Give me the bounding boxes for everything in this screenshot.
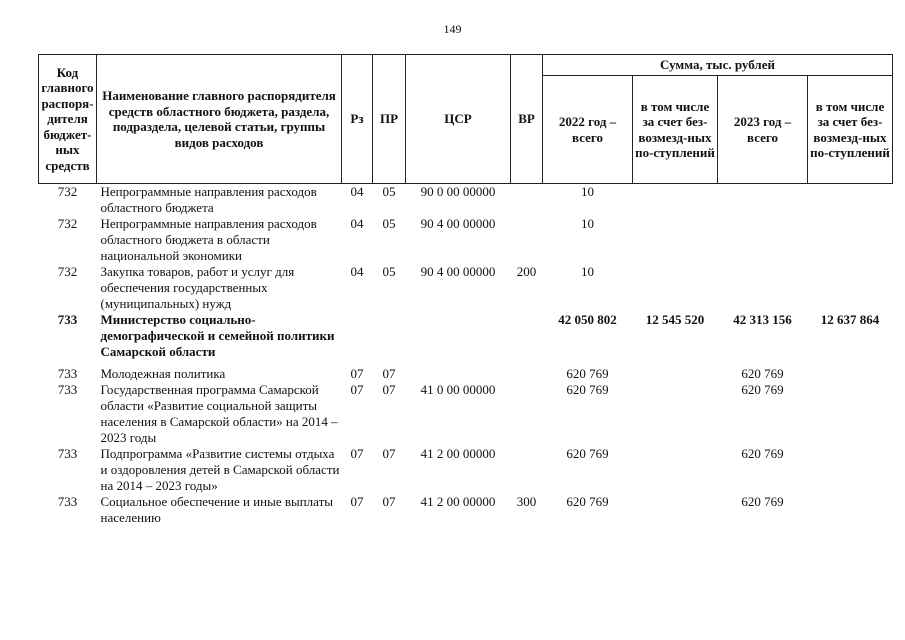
- sum-2023-cell: 42 313 156: [733, 312, 792, 327]
- rz-cell: 07: [350, 494, 364, 509]
- vr-cell: 200: [516, 264, 537, 279]
- table-row: [39, 184, 893, 217]
- name-cell: Подпрограмма «Развитие системы отдыха и оздоровления детей в Самарской области на 2014 – 2023 годы»: [100, 446, 340, 493]
- sum-2023-cell: 620 769: [741, 446, 784, 461]
- table-row: [39, 312, 893, 366]
- free-2022-cell: [633, 446, 718, 494]
- header-2023-free: в том числе за счет без-возмезд-ных по-ступлений: [808, 76, 893, 184]
- name-cell: Непрограммные направления расходов областного бюджета в области национальной экономики: [100, 216, 317, 263]
- free-2022-cell: [633, 264, 718, 312]
- pr-cell: [373, 312, 406, 366]
- csr-cell: [406, 312, 511, 366]
- sum-2022-cell: 620 769: [566, 366, 609, 381]
- free-2023-cell: [808, 264, 893, 312]
- free-2023-cell: [808, 366, 893, 382]
- pr-cell: 07: [382, 446, 396, 461]
- vr-cell: [511, 312, 543, 366]
- rz-cell: [342, 312, 373, 366]
- sum-2022-cell: 10: [581, 184, 594, 199]
- free-2022-cell: [633, 184, 718, 217]
- sum-2022-cell: 620 769: [566, 494, 609, 509]
- table-row: [39, 382, 893, 446]
- vr-cell: [511, 216, 543, 264]
- pr-cell: 07: [382, 494, 396, 509]
- sum-2023-cell: 620 769: [741, 382, 784, 397]
- name-cell: Государственная программа Самарской области «Развитие социальной защиты населения в Самарской области» на 2014 – 2023 годы: [100, 382, 338, 445]
- header-rz: Рз: [342, 55, 373, 184]
- csr-cell: 41 0 00 00000: [420, 382, 496, 397]
- free-2022-cell: [633, 494, 718, 526]
- pr-cell: 05: [382, 216, 396, 231]
- header-csr: ЦСР: [406, 55, 511, 184]
- header-vr: ВР: [511, 55, 543, 184]
- budget-table: [38, 54, 893, 526]
- vr-cell: [511, 184, 543, 217]
- csr-cell: 90 0 00 00000: [420, 184, 496, 199]
- sum-2023-cell: [718, 184, 808, 217]
- header-2022-free: в том числе за счет без-возмезд-ных по-ступлений: [633, 76, 718, 184]
- code-cell: 733: [57, 446, 78, 461]
- header-pr: ПР: [373, 55, 406, 184]
- code-cell: 732: [57, 216, 78, 231]
- sum-2023-cell: [718, 264, 808, 312]
- code-cell: 733: [57, 382, 78, 397]
- rz-cell: 07: [350, 382, 364, 397]
- csr-cell: 90 4 00 00000: [420, 264, 496, 279]
- rz-cell: 07: [350, 366, 364, 381]
- name-cell: Непрограммные направления расходов областного бюджета: [100, 184, 317, 215]
- name-cell: Закупка товаров, работ и услуг для обеспечения государственных (муниципальных) нужд: [100, 264, 295, 311]
- table-row: [39, 264, 893, 312]
- rz-cell: 04: [350, 264, 364, 279]
- vr-cell: [511, 366, 543, 382]
- rz-cell: 04: [350, 216, 364, 231]
- sum-2022-cell: 10: [581, 264, 594, 279]
- sum-2023-cell: [718, 216, 808, 264]
- vr-cell: [511, 446, 543, 494]
- page-number: 149: [443, 22, 462, 36]
- name-cell: Молодежная политика: [100, 366, 226, 381]
- rz-cell: 07: [350, 446, 364, 461]
- csr-cell: 41 2 00 00000: [420, 494, 496, 509]
- code-cell: 733: [57, 494, 78, 509]
- header-2023-total: 2023 год – всего: [718, 76, 808, 184]
- code-cell: 732: [57, 184, 78, 199]
- table-body: [39, 184, 893, 527]
- free-2022-cell: [633, 366, 718, 382]
- sum-2023-cell: 620 769: [741, 494, 784, 509]
- pr-cell: 07: [382, 382, 396, 397]
- free-2023-cell: [808, 184, 893, 217]
- vr-cell: 300: [516, 494, 537, 509]
- free-2022-cell: 12 545 520: [645, 312, 705, 327]
- sum-2022-cell: 620 769: [566, 446, 609, 461]
- csr-cell: 90 4 00 00000: [420, 216, 496, 231]
- free-2023-cell: [808, 382, 893, 446]
- header-code: Код главного распоря-дителя бюджет-ных средств: [39, 55, 97, 184]
- pr-cell: 05: [382, 184, 396, 199]
- code-cell: 733: [57, 312, 78, 327]
- code-cell: 733: [57, 366, 78, 381]
- table-row: [39, 446, 893, 494]
- header-name: Наименование главного распорядителя средств областного бюджета, раздела, подраздела, целевой статьи, группы видов расходов: [97, 55, 342, 184]
- free-2022-cell: [633, 382, 718, 446]
- free-2023-cell: [808, 446, 893, 494]
- pr-cell: 05: [382, 264, 396, 279]
- header-2022-total: 2022 год – всего: [543, 76, 633, 184]
- csr-cell: 41 2 00 00000: [420, 446, 496, 461]
- sum-2022-cell: 42 050 802: [558, 312, 617, 327]
- free-2022-cell: [633, 216, 718, 264]
- table-row: [39, 216, 893, 264]
- vr-cell: [511, 382, 543, 446]
- free-2023-cell: [808, 216, 893, 264]
- csr-cell: [406, 366, 511, 382]
- table-row: [39, 366, 893, 382]
- header-sum: Сумма, тыс. рублей: [543, 55, 893, 76]
- sum-2022-cell: 620 769: [566, 382, 609, 397]
- pr-cell: 07: [382, 366, 396, 381]
- name-cell: Социальное обеспечение и иные выплаты населению: [100, 494, 334, 525]
- code-cell: 732: [57, 264, 78, 279]
- rz-cell: 04: [350, 184, 364, 199]
- sum-2022-cell: 10: [581, 216, 594, 231]
- name-cell: Министерство социально-демографической и семейной политики Самарской области: [100, 312, 335, 359]
- table-row: [39, 494, 893, 526]
- free-2023-cell: [808, 494, 893, 526]
- sum-2023-cell: 620 769: [741, 366, 784, 381]
- free-2023-cell: 12 637 864: [820, 312, 880, 327]
